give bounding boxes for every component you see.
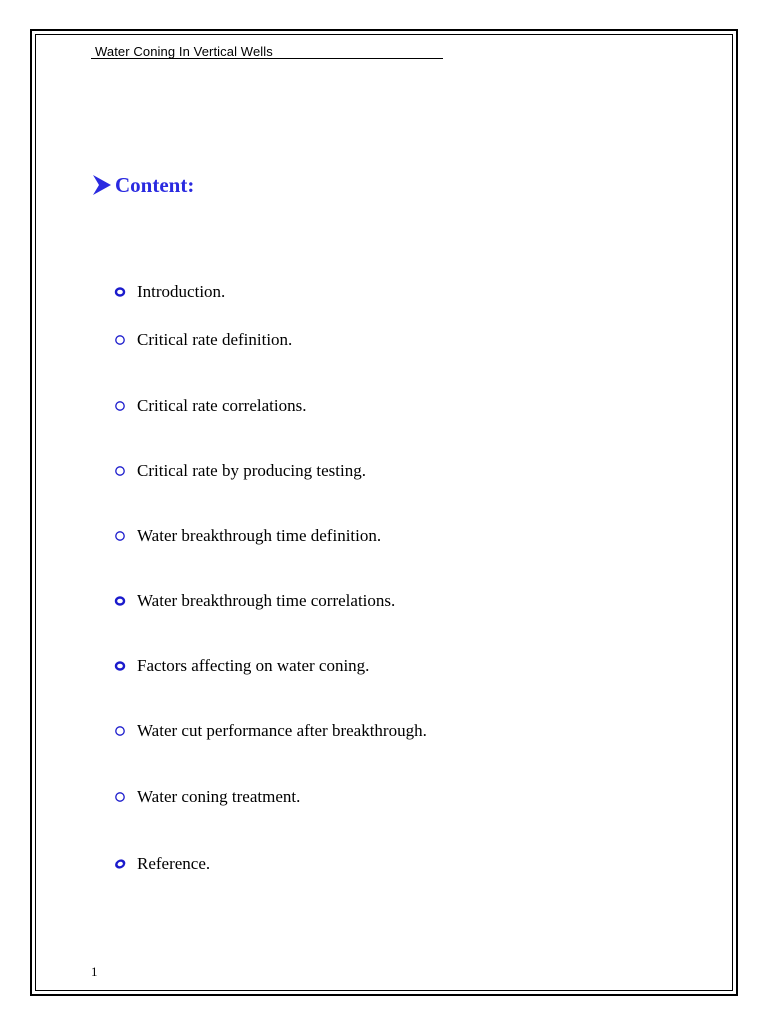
toc-item-label: Critical rate by producing testing.: [137, 461, 366, 480]
toc-item-label: Critical rate correlations.: [137, 396, 307, 415]
hollow-bullet-icon: [114, 400, 126, 412]
toc-item-label: Introduction.: [137, 282, 226, 301]
page-number: 1: [91, 964, 98, 979]
hollow-bullet-icon: [114, 530, 126, 542]
toc-item-factors: [114, 654, 369, 678]
toc-item-treatment: [114, 785, 300, 809]
toc-item-label: Water breakthrough time correlations.: [137, 591, 396, 610]
toc-item-breakthrough-definition: [114, 524, 381, 548]
toc-item-breakthrough-correlations: [114, 589, 395, 613]
toc-item-label: Critical rate definition.: [137, 330, 293, 349]
hollow-bullet-icon: [114, 725, 126, 737]
hollow-bullet-icon: [114, 660, 126, 672]
arrow-bullet-icon: [92, 174, 112, 196]
toc-item-label: Water cut performance after breakthrough.: [137, 721, 427, 740]
toc-item-label: Factors affecting on water coning.: [137, 656, 370, 675]
hollow-bullet-icon: [114, 858, 126, 870]
hollow-bullet-icon: [114, 791, 126, 803]
hollow-bullet-icon: [114, 465, 126, 477]
toc-item-label: Water breakthrough time definition.: [137, 526, 382, 545]
heading-text: Content:: [115, 173, 195, 197]
hollow-bullet-icon: [114, 334, 126, 346]
toc-item-critical-rate-testing: [114, 459, 366, 483]
toc-item-critical-rate-correlations: [114, 394, 306, 418]
toc-item-critical-rate-definition: [114, 328, 292, 352]
toc-item-reference: [114, 852, 210, 876]
hollow-bullet-icon: [114, 595, 126, 607]
toc-item-label: Reference.: [137, 854, 211, 873]
toc-item-water-cut-performance: [114, 719, 427, 743]
content-heading: [92, 171, 194, 199]
toc-item-introduction: [114, 280, 225, 304]
running-header: Water Coning In Vertical Wells: [91, 44, 443, 59]
toc-item-label: Water coning treatment.: [137, 787, 301, 806]
hollow-bullet-icon: [114, 286, 126, 298]
